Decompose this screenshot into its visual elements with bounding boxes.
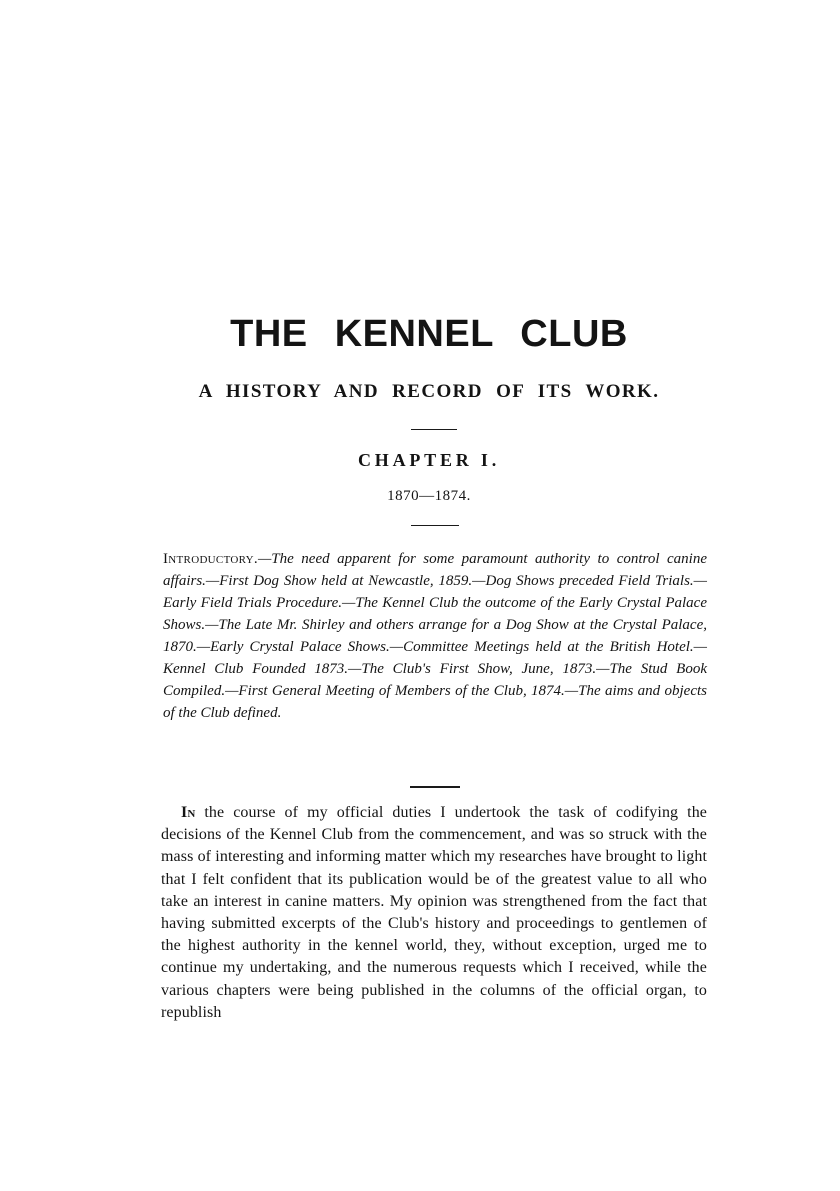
page-title: THE KENNEL CLUB [230,313,628,355]
divider-rule [410,786,460,788]
synopsis-text: —The need apparent for some paramount authority to control canine affairs.—First Dog Show held at Newcastle, 1859.—Dog Shows preceded Field Trials.—Early Field Trials Procedure.—The Kennel Club the outcome of the Early Crystal Palace Shows.—The Late Mr. Shirley and others arrange for a Dog Show at the Crystal Palace, 1870.—Early Crystal Palace Shows.—Committee Meetings held at the British Hotel.—Kennel Club Founded 1873.—The Club's First Show, June, 1873.—The Stud Book Compiled.—First General Meeting of Members of the Club, 1874.—The aims and objects of the Club defined. [163,551,707,721]
chapter-years: 1870—1874. [387,488,471,504]
chapter-synopsis [163,548,707,724]
book-subtitle: A HISTORY AND RECORD OF ITS WORK. [198,381,660,402]
divider-rule [411,525,459,526]
synopsis-lead: Introductory. [163,551,258,567]
body-paragraph [161,802,707,1024]
divider-rule [411,429,457,430]
body-text: the course of my official duties I undertook the task of codifying the decisions of the Kennel Club from the commencement, and was so struck with the mass of interesting and informing matter which my researches have brought to light that I felt confident that its publication would be of the greatest value to all who take an interest in canine matters. My opinion was strengthened from the fact that having submitted excerpts of the Club's history and proceedings to gentlemen of the highest authority in the kennel world, they, without exception, urged me to continue my undertaking, and the numerous requests which I received, while the various chapters were being published in the columns of the official organ, to republish [161,804,707,1021]
chapter-heading: CHAPTER I. [357,450,500,470]
body-first-word: In [181,804,196,821]
